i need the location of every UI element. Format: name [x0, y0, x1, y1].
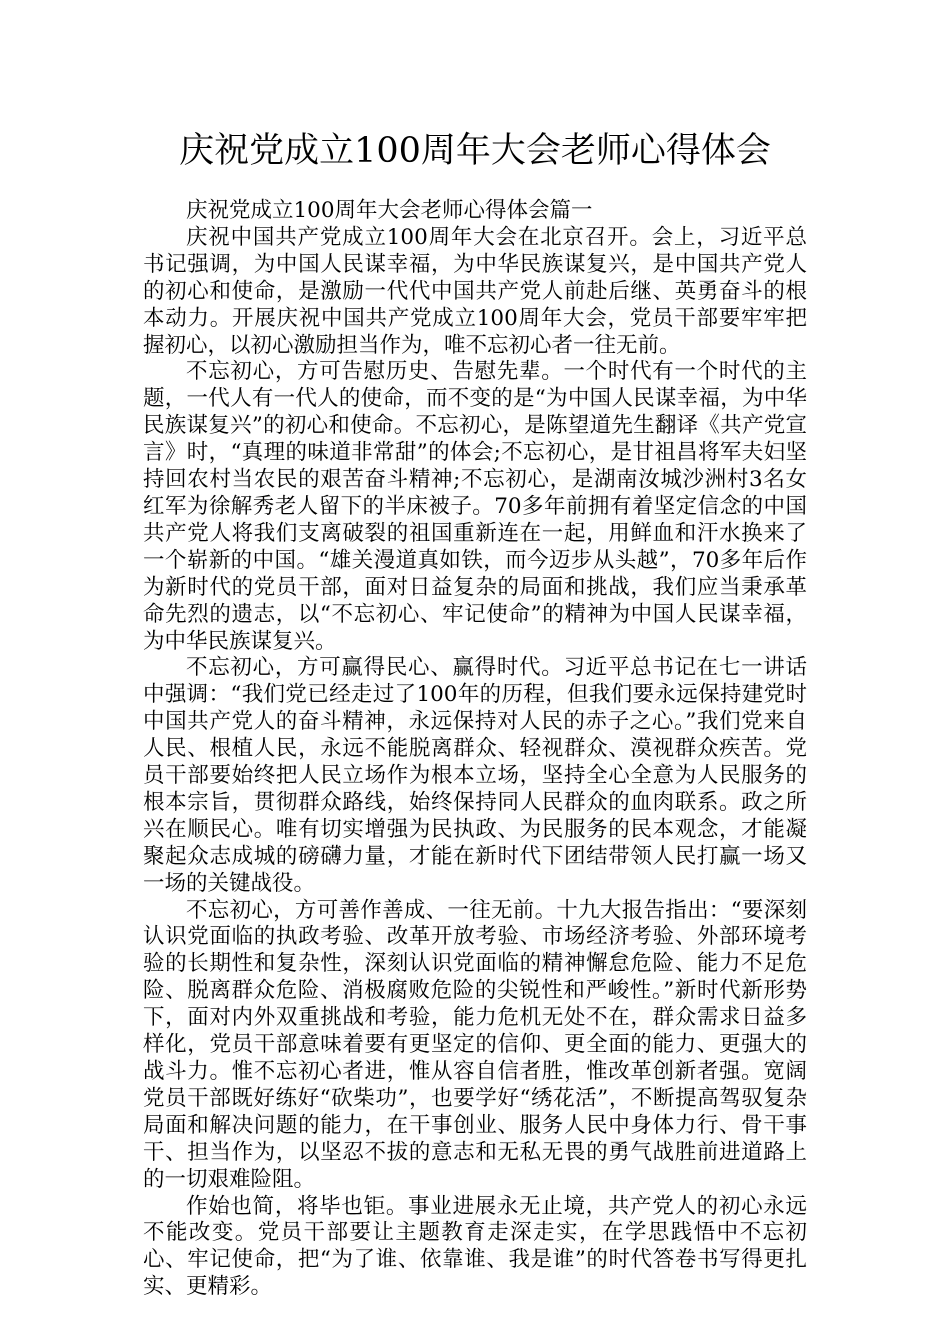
document-title: 庆祝党成立100周年大会老师心得体会 — [179, 131, 771, 171]
document-body — [143, 198, 807, 1301]
paragraph: 庆祝中国共产党成立100周年大会在北京召开。会上，习近平总书记强调，为中国人民谋幸福，为中华民族谋复兴，是中国共产党人的初心和使命，是激励一代代中国共产党人前赴后继、英勇奋斗的根本动力。开展庆祝中国共产党成立100周年大会，党员干部要牢牢把握初心，以初心激励担当作为，唯不忘初心者一往无前。 — [143, 224, 807, 358]
paragraph: 不忘初心，方可赢得民心、赢得时代。习近平总书记在七一讲话中强调：“我们党已经走过了100年的历程，但我们要永远保持建党时中国共产党人的奋斗精神，永远保持对人民的赤子之心。”我们党来自人民、根植人民，永远不能脱离群众、轻视群众、漠视群众疾苦。党员干部要始终把人民立场作为根本立场，坚持全心全意为人民服务的根本宗旨，贯彻群众路线，始终保持同人民群众的血肉联系。政之所兴在顺民心。唯有切实增强为民执政、为民服务的民本观念，才能凝聚起众志成城的磅礴力量，才能在新时代下团结带领人民打赢一场又一场的关键战役。 — [143, 655, 807, 896]
paragraph: 不忘初心，方可善作善成、一往无前。十九大报告指出：“要深刻认识党面临的执政考验、改革开放考验、市场经济考验、外部环境考验的长期性和复杂性，深刻认识党面临的精神懈怠危险、能力不足危险、脱离群众危险、消极腐败危险的尖锐性和严峻性。”新时代新形势下，面对内外双重挑战和考验，能力危机无处不在，群众需求日益多样化，党员干部意味着要有更坚定的信仰、更全面的能力、更强大的战斗力。惟不忘初心者进，惟从容自信者胜，惟改革创新者强。宽阔党员干部既好练好“砍柴功”，也要学好“绣花活”，不断提高驾驭复杂局面和解决问题的能力，在干事创业、服务人民中身体力行、骨干事干、担当作为，以坚忍不拔的意志和无私无畏的勇气战胜前进道路上的一切艰难险阻。 — [143, 897, 807, 1192]
section-heading: 庆祝党成立100周年大会老师心得体会篇一 — [186, 198, 593, 223]
paragraph: 作始也简，将毕也钜。事业进展永无止境，共产党人的初心永远不能改变。党员干部要让主题教育走深走实，在学思践悟中不忘初心、牢记使命，把“为了谁、依靠谁、我是谁”的时代答卷书写得更扎实、更精彩。 — [143, 1193, 807, 1300]
paragraph: 不忘初心，方可告慰历史、告慰先辈。一个时代有一个时代的主题，一代人有一代人的使命，而不变的是“为中国人民谋幸福，为中华民族谋复兴”的初心和使命。不忘初心，是陈望道先生翻译《共产党宣言》时，“真理的味道非常甜”的体会;不忘初心，是甘祖昌将军夫妇坚持回农村当农民的艰苦奋斗精神;不忘初心，是湖南汝城沙洲村3名女红军为徐解秀老人留下的半床被子。70多年前拥有着坚定信念的中国共产党人将我们支离破裂的祖国重新连在一起，用鲜血和汗水换来了一个崭新的中国。“雄关漫道真如铁，而今迈步从头越”，70多年后作为新时代的党员干部，面对日益复杂的局面和挑战，我们应当秉承革命先烈的遗志，以“不忘初心、牢记使命”的精神为中国人民谋幸福，为中华民族谋复兴。 — [143, 359, 807, 654]
